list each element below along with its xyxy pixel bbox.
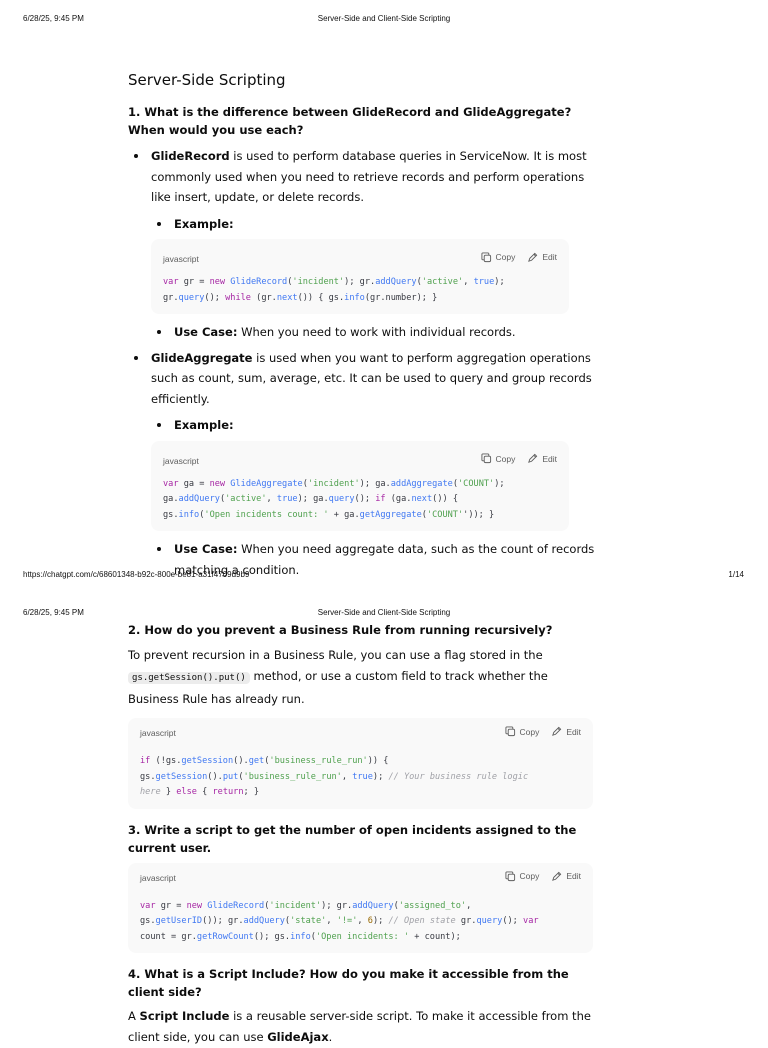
page-number: 1/14 bbox=[728, 570, 744, 579]
example-label: Example: bbox=[174, 418, 234, 432]
edit-button[interactable] bbox=[527, 449, 557, 470]
code-token-fn: next bbox=[411, 494, 433, 504]
glideaggregate-usecase: When you need aggregate data, such as the count of records matching a condition. bbox=[174, 542, 595, 577]
page2-header-date: 6/28/25, 9:45 PM bbox=[23, 608, 84, 617]
code-token-kw: new bbox=[209, 277, 226, 287]
code-token-str: 'business_rule_run' bbox=[269, 756, 368, 766]
usecase-item bbox=[151, 322, 598, 343]
example-item bbox=[151, 415, 598, 531]
copy-label: Copy bbox=[495, 453, 516, 464]
code-header bbox=[151, 441, 569, 467]
code-token-kw: var bbox=[163, 277, 179, 287]
code-token-fn: get bbox=[248, 756, 265, 766]
q4-text-c: . bbox=[328, 1030, 333, 1044]
code-language: javascript bbox=[163, 254, 199, 264]
copy-icon bbox=[505, 871, 516, 882]
code-block-recursion bbox=[128, 718, 593, 809]
question-2-title: 2. How do you prevent a Business Rule from running recursively? bbox=[128, 623, 553, 637]
code-token-fn: GlideAggregate bbox=[230, 478, 303, 489]
code-block-glideaggregate bbox=[151, 441, 569, 532]
code-token-kw: else bbox=[176, 787, 197, 797]
glideaggregate-desc: is used when you want to perform aggregation operations such as count, sum, average, etc. It can be used to query and group records efficiently. bbox=[151, 350, 592, 406]
section-title: Server-Side Scripting bbox=[128, 71, 286, 89]
edit-label: Edit bbox=[542, 252, 557, 262]
code-token-fn: query bbox=[328, 494, 355, 504]
edit-label: Edit bbox=[566, 726, 581, 737]
glideaggregate-term: GlideAggregate bbox=[151, 350, 253, 365]
question-4-title: 4. What is a Script Include? How do you make it accessible from the client side? bbox=[128, 967, 569, 999]
code-language: javascript bbox=[163, 455, 199, 466]
code-token-fn: info bbox=[290, 931, 311, 942]
edit-pencil-icon bbox=[551, 871, 562, 882]
code-token-cm: // Open state bbox=[388, 916, 456, 926]
edit-button[interactable] bbox=[551, 726, 581, 737]
code-token-kw: new bbox=[186, 900, 203, 911]
code-token-kw: while bbox=[225, 292, 251, 303]
code-token-kw: new bbox=[209, 478, 226, 489]
glideaggregate-sublist bbox=[151, 415, 598, 580]
copy-label: Copy bbox=[519, 871, 540, 881]
code-token-bool: true bbox=[473, 277, 495, 287]
code-token-kw: var bbox=[140, 900, 156, 911]
page-url[interactable]: https://chatgpt.com/c/68601348-b92c-800e-be81-a31f4709d9b9 bbox=[23, 570, 250, 579]
code-token-kw: if bbox=[140, 756, 151, 766]
edit-label: Edit bbox=[542, 453, 557, 464]
code-token-fn: getSession bbox=[181, 756, 234, 766]
code-block-gliderecord bbox=[151, 239, 569, 314]
code-token-str: 'COUNT' bbox=[426, 509, 464, 520]
code-content: if (!gs.getSession().get('business_rule_run')) { gs.getSession().put('business_rule_run', true); // Your business rule logic here } else { return; } bbox=[140, 756, 529, 797]
copy-icon bbox=[505, 726, 516, 737]
edit-label: Edit bbox=[566, 871, 581, 881]
code-block-open-incidents bbox=[128, 863, 593, 954]
copy-button[interactable] bbox=[505, 726, 540, 737]
code-token-str: 'business_rule_run' bbox=[243, 771, 342, 782]
page2-content bbox=[128, 621, 598, 1048]
code-header bbox=[151, 239, 569, 265]
code-token-str: 'active' bbox=[421, 277, 464, 287]
code-token-str: 'Open incidents: ' bbox=[315, 931, 410, 942]
code-content: var ga = new GlideAggregate('incident'); ga.addAggregate('COUNT'); ga.addQuery('active', true); ga.query(); if (ga.next()) { gs.info('Open incidents count: ' + ga.getAggregate('COUNT'')); } bbox=[163, 478, 505, 520]
question-3-title: 3. Write a script to get the number of open incidents assigned to the current user. bbox=[128, 822, 577, 855]
code-language: javascript bbox=[140, 728, 176, 738]
example-item bbox=[151, 214, 598, 315]
gliderecord-desc: is used to perform database queries in ServiceNow. It is most commonly used when you need to retrieve records and perform operations like insert, update, or delete records. bbox=[151, 149, 587, 204]
gliderecord-sublist bbox=[151, 214, 598, 343]
q4-text-b: is a reusable server-side script. To make it accessible from the client side, you can use bbox=[128, 1009, 591, 1044]
code-language: javascript bbox=[140, 872, 176, 883]
code-token-str: 'incident' bbox=[307, 478, 360, 489]
edit-button[interactable] bbox=[551, 871, 581, 882]
page1-header-date: 6/28/25, 9:45 PM bbox=[23, 14, 84, 23]
q4-text-a: A bbox=[128, 1009, 140, 1023]
code-token-kw: if bbox=[375, 494, 386, 504]
q2-text-before: To prevent recursion in a Business Rule, you can use a flag stored in the bbox=[128, 648, 543, 662]
question-2-text bbox=[128, 645, 598, 710]
code-token-fn: info bbox=[178, 509, 200, 520]
inline-code: gs.getSession().put() bbox=[128, 672, 250, 684]
script-include-term: Script Include bbox=[139, 1009, 230, 1023]
code-token-fn: GlideRecord bbox=[230, 277, 288, 287]
code-token-fn: addQuery bbox=[375, 277, 417, 287]
code-token-fn: addAggregate bbox=[390, 478, 453, 489]
code-token-kw: var bbox=[523, 916, 539, 926]
code-token-kw: return bbox=[212, 787, 244, 797]
gliderecord-term: GlideRecord bbox=[151, 149, 230, 163]
code-token-fn: addQuery bbox=[352, 900, 394, 911]
copy-label: Copy bbox=[519, 726, 540, 737]
code-token-lit: 6 bbox=[367, 916, 373, 926]
usecase-label: Use Case: bbox=[174, 542, 238, 556]
code-token-str: 'incident' bbox=[292, 277, 345, 287]
page1-header-title: Server-Side and Client-Side Scripting bbox=[317, 14, 451, 23]
copy-icon bbox=[481, 453, 492, 464]
code-token-fn: getAggregate bbox=[359, 509, 422, 520]
code-token-bool: true bbox=[276, 494, 298, 504]
code-token-str: 'state' bbox=[290, 916, 327, 926]
code-token-kw: var bbox=[163, 478, 179, 489]
copy-button[interactable] bbox=[481, 449, 516, 470]
example-label: Example: bbox=[174, 216, 234, 231]
code-token-cm: // Your business rule logic here bbox=[140, 771, 529, 797]
code-token-str: 'Open incidents count: ' bbox=[204, 509, 329, 520]
q1-list bbox=[128, 146, 598, 580]
code-content: var gr = new GlideRecord('incident'); gr.addQuery('active', true); gr.query(); while (gr.next()) { gs.info(gr.number); } bbox=[163, 277, 505, 303]
code-token-str: 'active' bbox=[225, 494, 267, 504]
code-token-fn: put bbox=[222, 771, 239, 782]
edit-pencil-icon bbox=[527, 252, 538, 263]
glideaggregate-item bbox=[128, 348, 598, 581]
code-token-fn: getRowCount bbox=[196, 931, 254, 942]
copy-label: Copy bbox=[495, 252, 516, 262]
edit-pencil-icon bbox=[551, 726, 562, 737]
code-token-fn: next bbox=[276, 292, 298, 303]
edit-pencil-icon bbox=[527, 453, 538, 464]
gliderecord-usecase: When you need to work with individual records. bbox=[237, 325, 516, 339]
page1-content bbox=[128, 70, 598, 580]
code-token-fn: addQuery bbox=[178, 494, 220, 504]
copy-icon bbox=[481, 252, 492, 263]
code-content: var gr = new GlideRecord('incident'); gr.addQuery('assigned_to', gs.getUserID()); gr.addQuery('state', '!=', 6); // Open state gr.query(); var count = gr.getRowCount(); gs.info('Open incidents: ' + count); bbox=[140, 900, 539, 942]
code-token-str: 'incident' bbox=[269, 900, 322, 911]
code-token-fn: query bbox=[178, 292, 205, 303]
question-1-title: 1. What is the difference between GlideRecord and GlideAggregate? When would you use each? bbox=[128, 105, 572, 137]
code-token-fn: addQuery bbox=[243, 916, 285, 926]
q2-text-after: method, or use a custom field to track whether the Business Rule has already run. bbox=[128, 669, 548, 706]
page2-header-title: Server-Side and Client-Side Scripting bbox=[317, 608, 451, 617]
edit-button[interactable] bbox=[527, 247, 557, 268]
code-token-fn: getSession bbox=[155, 771, 208, 782]
code-token-fn: getUserID bbox=[155, 916, 203, 926]
code-token-fn: info bbox=[344, 292, 365, 303]
code-token-fn: GlideRecord bbox=[207, 900, 265, 911]
code-token-fn: query bbox=[476, 916, 503, 926]
question-4-text bbox=[128, 1006, 598, 1048]
copy-button[interactable] bbox=[505, 871, 540, 882]
code-header bbox=[128, 863, 593, 889]
code-token-str: 'assigned_to' bbox=[398, 900, 467, 911]
code-token-str: '!=' bbox=[336, 916, 358, 926]
code-token-str: 'COUNT' bbox=[458, 478, 495, 489]
copy-button[interactable] bbox=[481, 247, 516, 268]
code-header bbox=[128, 718, 593, 744]
glideajax-term: GlideAjax bbox=[267, 1030, 329, 1044]
code-token-bool: true bbox=[352, 771, 373, 782]
gliderecord-item bbox=[128, 146, 598, 343]
usecase-label: Use Case: bbox=[174, 325, 238, 339]
